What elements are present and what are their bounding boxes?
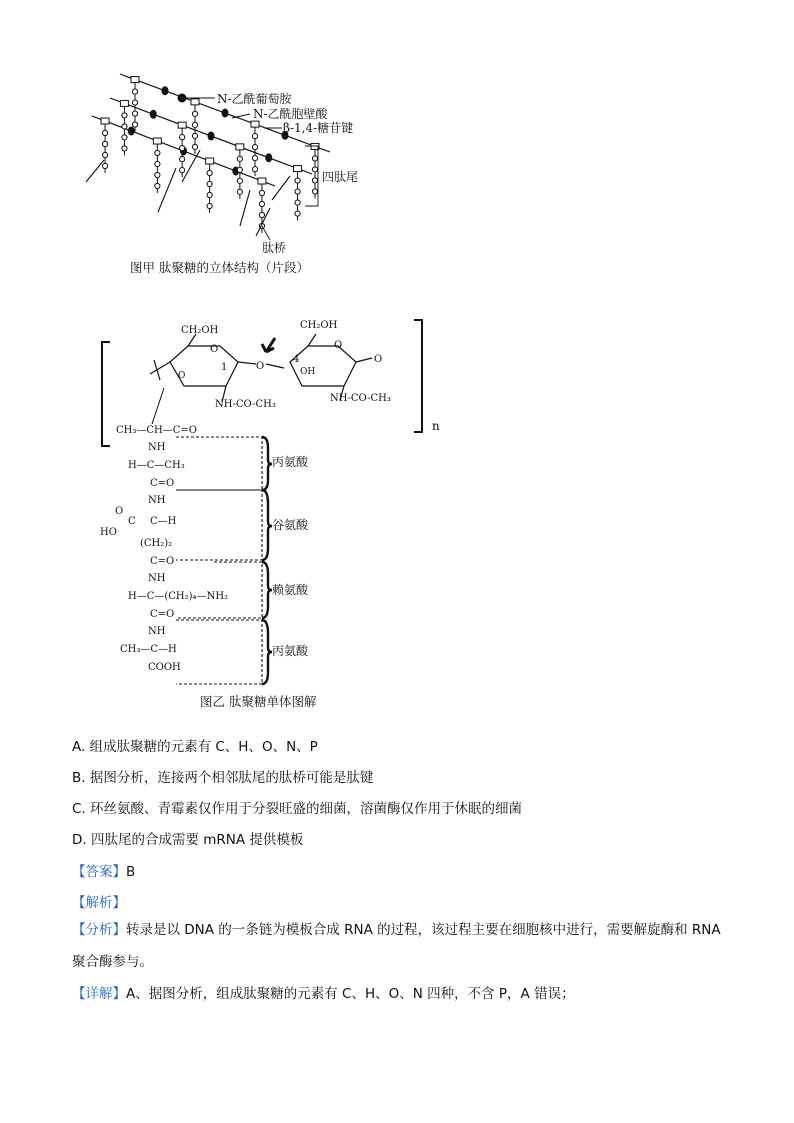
acetyl-1: NH-CO-CH₃ bbox=[215, 399, 276, 410]
amino-acid-bead bbox=[132, 122, 137, 127]
amino-acid-bead bbox=[155, 183, 160, 188]
analysis-sub-tag: 【分析】 bbox=[72, 922, 126, 938]
amino-acid-bead bbox=[252, 145, 257, 150]
analysis-paragraph bbox=[72, 914, 722, 978]
ch2oh-1: CH₂OH bbox=[181, 325, 219, 336]
option-a: A. 组成肽聚糖的元素有 C、H、O、N、P bbox=[72, 739, 318, 755]
ala-alpha-1: H—C—CH₃ bbox=[128, 460, 185, 471]
detail-text: A、据图分析，组成肽聚糖的元素有 C、H、O、N 四种，不含 P，A 错误； bbox=[126, 986, 575, 1002]
nag-marker bbox=[178, 94, 187, 103]
nag-unit bbox=[265, 153, 272, 162]
repeat-n: n bbox=[432, 419, 440, 433]
amino-acid-bead bbox=[155, 161, 160, 166]
glu-ch2: (CH₂)₂ bbox=[140, 538, 173, 549]
nam-unit bbox=[153, 138, 161, 144]
label-nag: N-乙酰葡萄胺 bbox=[217, 92, 292, 106]
amino-acid-bead bbox=[180, 168, 185, 173]
amino-acid-bead bbox=[180, 146, 185, 151]
amino-acid-bead bbox=[295, 189, 300, 194]
lactyl-group: CH₃—CH—C=O bbox=[116, 425, 197, 436]
amino-acid-bead bbox=[295, 200, 300, 205]
nam-unit bbox=[178, 122, 186, 128]
nag-unit bbox=[128, 127, 135, 136]
residue-label: 赖氨酸 bbox=[272, 583, 309, 597]
amino-acid-bead bbox=[207, 203, 212, 208]
amino-acid-bead bbox=[102, 130, 107, 135]
glu-c: C bbox=[128, 516, 136, 527]
amino-acid-bead bbox=[132, 111, 137, 116]
cooh-terminal: COOH bbox=[148, 662, 181, 673]
nag-unit bbox=[222, 109, 229, 118]
nam-unit bbox=[191, 99, 199, 105]
amino-acid-bead bbox=[192, 122, 197, 127]
amino-acid-bead bbox=[295, 178, 300, 183]
amino-acid-bead bbox=[237, 189, 242, 194]
amino-acid-bead bbox=[252, 167, 257, 172]
amino-acid-bead bbox=[312, 156, 317, 161]
carbonyl-3: C=O bbox=[150, 609, 175, 620]
amino-acid-bead bbox=[122, 113, 127, 118]
terminal-o: O bbox=[374, 354, 383, 365]
lys-alpha: H—C—(CH₂)₄—NH₂ bbox=[128, 591, 229, 602]
residue-braces bbox=[262, 437, 272, 684]
amino-acid-bead bbox=[122, 135, 127, 140]
acetyl-2: NH-CO-CH₃ bbox=[330, 393, 391, 404]
amino-acid-bead bbox=[102, 141, 107, 146]
answer-value: B bbox=[126, 864, 136, 880]
option-c: C. 环丝氨酸、青霉素仅作用于分裂旺盛的细菌，溶菌酶仅作用于休眠的细菌 bbox=[72, 801, 523, 817]
label-bridge: 肽桥 bbox=[262, 241, 287, 255]
amino-acid-bead bbox=[180, 135, 185, 140]
nag-unit bbox=[150, 110, 157, 119]
amino-acid-bead bbox=[312, 189, 317, 194]
nh-3: NH bbox=[148, 573, 166, 584]
residue-brackets bbox=[176, 437, 262, 684]
amino-acid-bead bbox=[155, 150, 160, 155]
amino-acid-bead bbox=[155, 172, 160, 177]
nh-2: NH bbox=[148, 495, 166, 506]
link-4: 4 bbox=[293, 354, 300, 365]
figure-b-monomer bbox=[0, 300, 794, 720]
nam-unit bbox=[120, 100, 128, 106]
amino-acid-bead bbox=[192, 111, 197, 116]
label-tetrapeptide: 四肽尾 bbox=[322, 170, 359, 184]
amino-acid-bead bbox=[102, 152, 107, 157]
label-nam: N-乙酰胞壁酸 bbox=[253, 107, 328, 121]
nh-1: NH bbox=[148, 442, 166, 453]
amino-acid-bead bbox=[180, 157, 185, 162]
carbonyl-2: C=O bbox=[150, 556, 175, 567]
amino-acid-bead bbox=[312, 167, 317, 172]
amino-acid-bead bbox=[207, 192, 212, 197]
detail-tag: 【详解】 bbox=[72, 986, 126, 1002]
nam-unit bbox=[258, 178, 266, 184]
ala-alpha-2: CH₃—C—H bbox=[120, 644, 177, 655]
glycosidic-o: O bbox=[256, 361, 265, 372]
residue-label: 谷氨酸 bbox=[272, 518, 309, 532]
sugar-ring-nam bbox=[150, 334, 256, 402]
link-1: 1 bbox=[221, 362, 228, 373]
analysis-heading bbox=[72, 891, 126, 911]
nam-unit bbox=[131, 77, 139, 83]
ring-o-1: O bbox=[210, 344, 219, 355]
amino-acid-bead bbox=[132, 89, 137, 94]
figure-b-caption: 图乙 肽聚糖单体图解 bbox=[200, 694, 317, 709]
ring-o-2: O bbox=[334, 340, 343, 351]
option-b: B. 据图分析，连接两个相邻肽尾的肽桥可能是肽键 bbox=[72, 770, 374, 786]
detail-paragraph bbox=[72, 978, 722, 1010]
analysis-text: 转录是以 DNA 的一条链为模板合成 RNA 的过程，该过程主要在细胞核中进行，需要解旋酶和 RNA 聚合酶参与。 bbox=[72, 922, 721, 970]
amino-acid-bead bbox=[122, 124, 127, 129]
bond-arrow-icon bbox=[262, 338, 275, 352]
option-d: D. 四肽尾的合成需要 mRNA 提供模板 bbox=[72, 832, 304, 848]
oh-2: OH bbox=[300, 367, 316, 377]
nam-unit bbox=[236, 144, 244, 150]
answer-tag: 【答案】 bbox=[72, 864, 126, 880]
amino-acid-bead bbox=[259, 201, 264, 206]
glu-alpha: C—H bbox=[150, 516, 177, 527]
nam-unit bbox=[294, 166, 302, 172]
amino-acid-bead bbox=[312, 178, 317, 183]
amino-acid-bead bbox=[259, 190, 264, 195]
amino-acid-bead bbox=[192, 133, 197, 138]
glu-o: O bbox=[115, 506, 124, 517]
amino-acid-bead bbox=[122, 146, 127, 151]
residue-label: 丙氨酸 bbox=[272, 644, 309, 658]
amino-acid-bead bbox=[207, 181, 212, 186]
nam-unit bbox=[251, 121, 259, 127]
figure-a-caption: 图甲 肽聚糖的立体结构（片段） bbox=[130, 260, 309, 275]
amino-acid-bead bbox=[252, 134, 257, 139]
answer-line bbox=[72, 860, 135, 880]
amino-acid-bead bbox=[132, 100, 137, 105]
amino-acid-bead bbox=[192, 144, 197, 149]
residue-label: 丙氨酸 bbox=[272, 455, 309, 469]
analysis-tag: 【解析】 bbox=[72, 895, 126, 911]
nag-unit bbox=[208, 132, 215, 141]
carbonyl-1: C=O bbox=[150, 478, 175, 489]
nag-unit bbox=[162, 86, 169, 95]
peptide-chain bbox=[100, 442, 228, 673]
amino-acid-bead bbox=[252, 156, 257, 161]
amino-acid-bead bbox=[102, 163, 107, 168]
nam-unit bbox=[206, 158, 214, 164]
amino-acid-bead bbox=[237, 178, 242, 183]
ring-o-sub: O bbox=[178, 371, 186, 381]
figure-a-peptidoglycan-3d bbox=[0, 0, 794, 290]
label-beta-bond: β-1,4-糖苷键 bbox=[283, 121, 354, 135]
amino-acid-bead bbox=[237, 167, 242, 172]
amino-acid-bead bbox=[259, 212, 264, 217]
amino-acid-bead bbox=[295, 211, 300, 216]
nh-4: NH bbox=[148, 626, 166, 637]
nam-unit bbox=[101, 118, 109, 124]
amino-acid-bead bbox=[207, 170, 212, 175]
glu-ho: HO bbox=[100, 527, 117, 538]
amino-acid-bead bbox=[237, 156, 242, 161]
ch2oh-2: CH₂OH bbox=[300, 320, 338, 331]
